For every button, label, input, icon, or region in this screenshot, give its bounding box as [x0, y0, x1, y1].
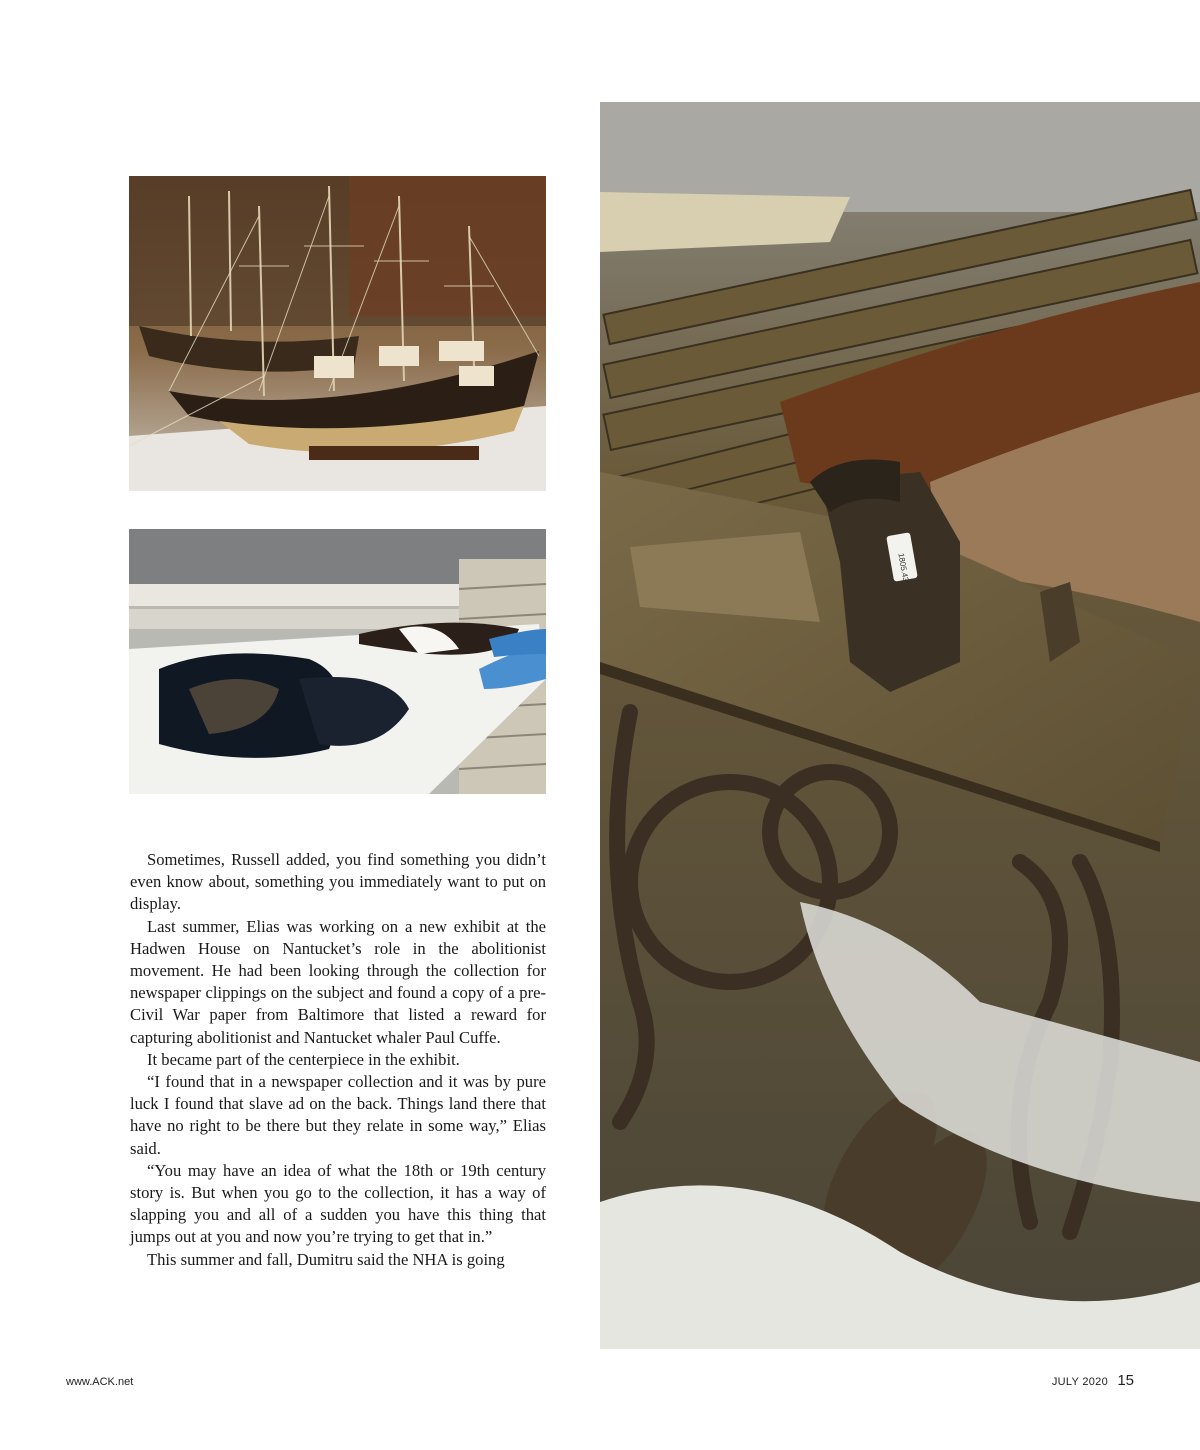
article-paragraph: “I found that in a newspaper collection and it was by pure luck I found that slave ad on the back. Things land there that have no right to be there but they relate in some way,” Elias said.: [130, 1072, 546, 1158]
article-paragraph: It became part of the centerpiece in the exhibit.: [147, 1049, 460, 1069]
ship-models-photo: [129, 176, 546, 491]
article-body: [130, 849, 546, 1271]
article-paragraph: This summer and fall, Dumitru said the NHA is going: [147, 1249, 505, 1269]
sewing-machine-photo: [600, 102, 1200, 1349]
footer-issue-date: JULY 2020: [1051, 1376, 1108, 1388]
article-paragraph: “You may have an idea of what the 18th or 19th century story is. But when you go to the collection, it has a way of slapping you and all of a sudden you have this thing that jumps out at you and now you’re trying to get that in.”: [130, 1160, 546, 1247]
catalog-tag: 1805.43: [896, 552, 911, 583]
article-paragraph: Sometimes, Russell added, you find something you didn’t even know about, something you immediately want to put on display.: [130, 850, 546, 914]
page-number: 15: [1117, 1372, 1134, 1389]
textile-drawer-photo: [129, 529, 546, 794]
footer-website-link[interactable]: www.ACK.net: [66, 1376, 134, 1388]
article-paragraph: Last summer, Elias was working on a new exhibit at the Hadwen House on Nantucket’s role in the abolitionist movement. He had been looking through the collection for newspaper clippings on the subject and found a copy of a pre-Civil War paper from Baltimore that listed a reward for capturing abolitionist and Nantucket whaler Paul Cuffe.: [130, 916, 546, 1047]
